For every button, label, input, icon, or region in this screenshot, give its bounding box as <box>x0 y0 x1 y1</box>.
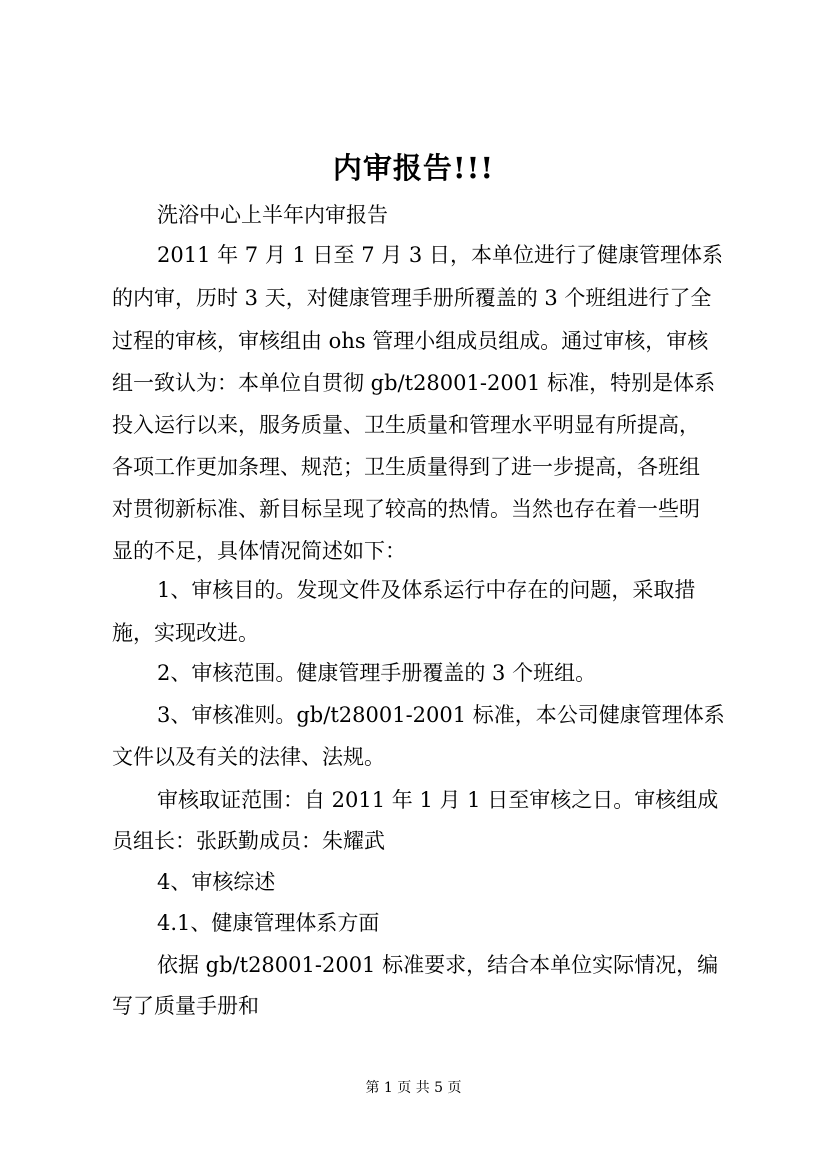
body-line: 显的不足，具体情况简述如下： <box>112 539 406 563</box>
body-line: 审核取证范围：自 2011 年 1 月 1 日至审核之日。审核组成 <box>157 788 719 812</box>
document-title: 内审报告!!! <box>332 151 495 185</box>
body-line: 对贯彻新标准、新目标呈现了较高的热情。当然也存在着一些明 <box>112 497 700 521</box>
page-footer: 第 1 页 共 5 页 <box>365 1080 462 1096</box>
list-item-line: 1、审核目的。发现文件及体系运行中存在的问题，采取措 <box>157 578 696 602</box>
list-item-line: 文件以及有关的法律、法规。 <box>112 745 385 769</box>
body-line: 的内审，历时 3 天，对健康管理手册所覆盖的 3 个班组进行了全 <box>112 286 712 310</box>
list-item-line: 2、审核范围。健康管理手册覆盖的 3 个班组。 <box>157 661 597 685</box>
body-line: 组一致认为：本单位自贯彻 gb/t28001-2001 标准，特别是体系 <box>112 371 716 395</box>
body-line: 各项工作更加条理、规范；卫生质量得到了进一步提高，各班组 <box>112 455 700 479</box>
list-item-line: 3、审核准则。gb/t28001-2001 标准，本公司健康管理体系 <box>157 703 725 727</box>
body-line: 写了质量手册和 <box>112 994 259 1018</box>
body-line: 投入运行以来，服务质量、卫生质量和管理水平明显有所提高， <box>112 413 700 437</box>
body-line: 过程的审核，审核组由 ohs 管理小组成员组成。通过审核，审核 <box>112 329 709 353</box>
subtitle-line: 洗浴中心上半年内审报告 <box>157 203 388 227</box>
list-item-line: 施，实现改进。 <box>112 621 259 645</box>
body-line: 2011 年 7 月 1 日至 7 月 3 日，本单位进行了健康管理体系 <box>157 243 723 267</box>
body-line: 员组长：张跃勤成员：朱耀武 <box>112 829 385 853</box>
body-line: 依据 gb/t28001-2001 标准要求，结合本单位实际情况，编 <box>157 953 719 977</box>
section-heading: 4、审核综述 <box>157 870 276 894</box>
subsection-heading: 4.1、健康管理体系方面 <box>157 911 380 935</box>
